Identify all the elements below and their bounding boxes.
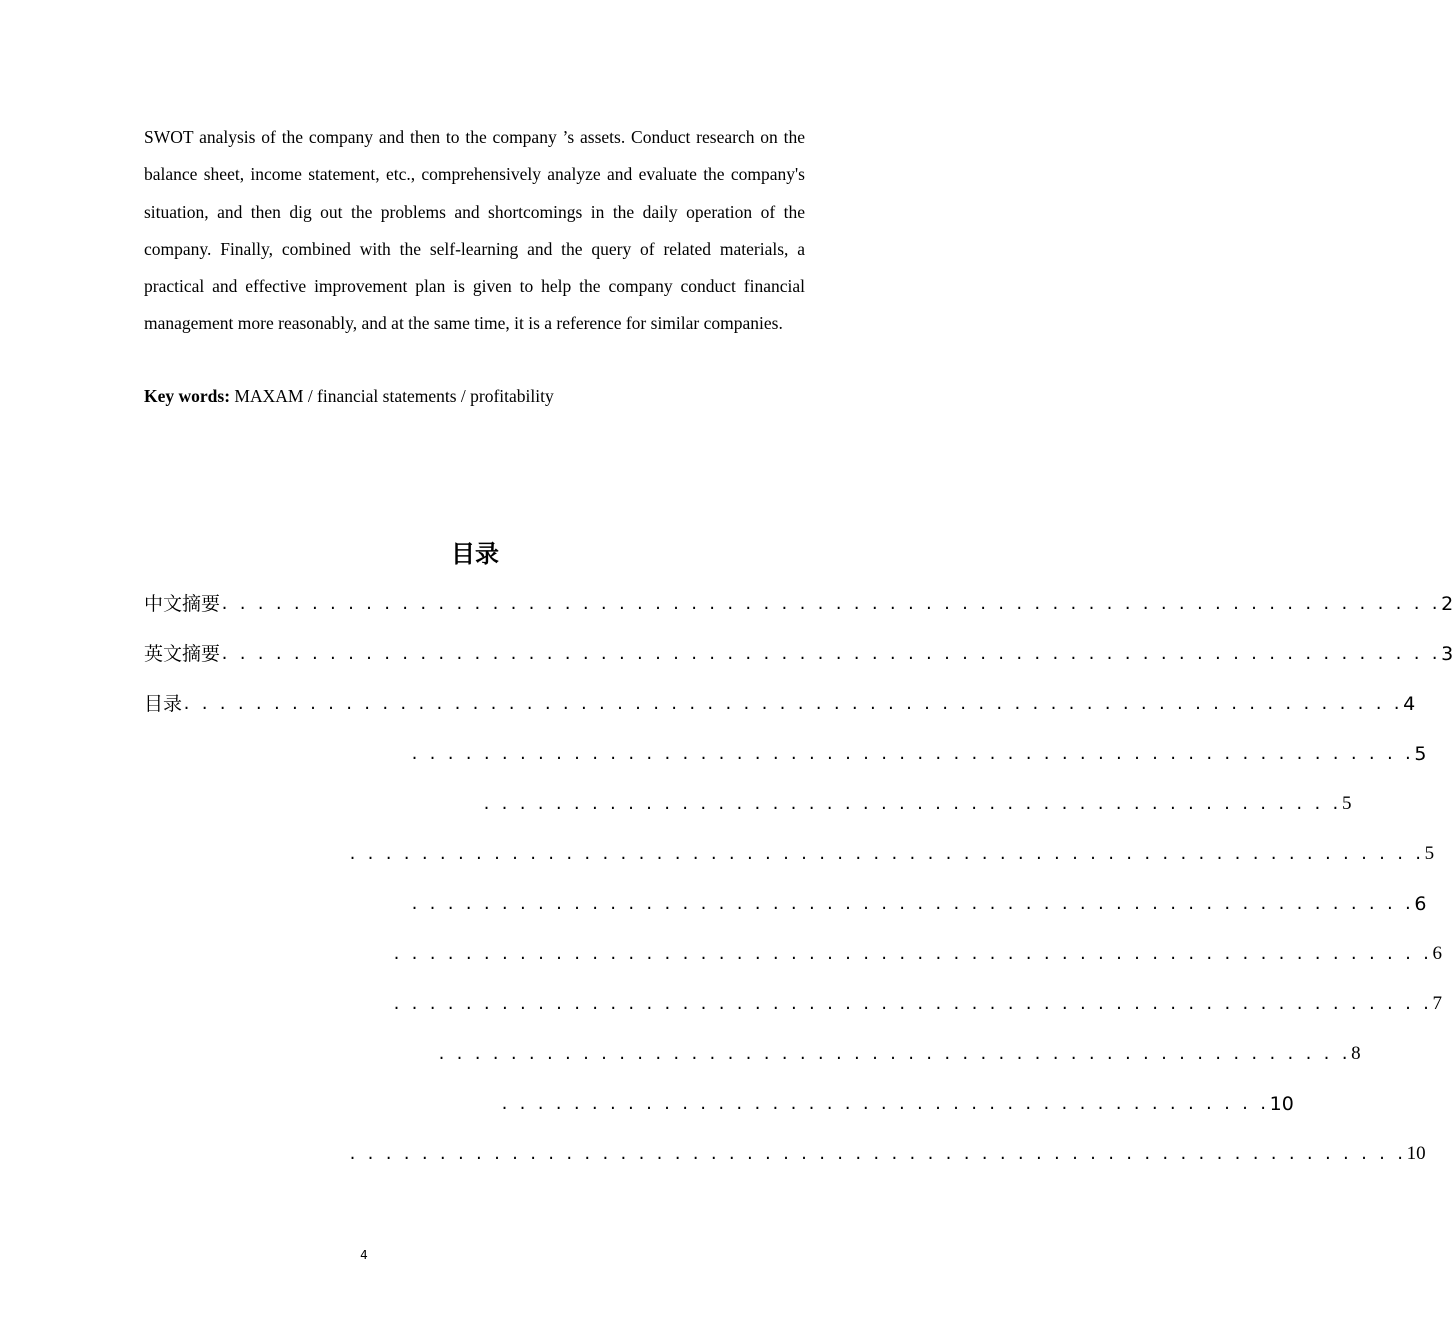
toc-entry-label: 目录 <box>144 693 183 715</box>
toc-entry-leader: . . . . . . . . . . . . . . . . . . . . . . . . . . . . . . . . . . . . . . . . . . . . . . . . . . . . . . . . . . . . . . . . . . . . <box>182 695 1402 713</box>
toc-entry-leader: . . . . . . . . . . . . . . . . . . . . . . . . . . . . . . . . . . . . . . . . . . . . . . . . . . . <box>437 1045 1350 1063</box>
toc-entry-item-6[interactable] <box>348 837 1435 867</box>
toc-entry-page: 5 <box>1424 843 1435 864</box>
toc-entry-leader: . . . . . . . . . . . . . . . . . . . . . . . . . . . . . . . . . . . . . . . . . . . . . . . . . . . . . . . . . . . <box>348 1145 1405 1163</box>
toc-entry-leader: . . . . . . . . . . . . . . . . . . . . . . . . . . . . . . . . . . . . . . . . . . . . . . . . . . . . . . . . . . . . . . . . . . . . <box>220 595 1440 613</box>
keywords-line <box>144 381 805 411</box>
toc-entry-contents[interactable] <box>144 687 1416 717</box>
toc-entry-page: 10 <box>1406 1143 1426 1164</box>
toc-entry-label: 英文摘要 <box>144 643 221 665</box>
toc-entry-leader: . . . . . . . . . . . . . . . . . . . . . . . . . . . . . . . . . . . . . . . . . . . . . . . . <box>482 795 1340 813</box>
toc-entry-english-abstract[interactable] <box>144 637 1453 667</box>
toc-entry-page: 2 <box>1441 593 1453 615</box>
page-number: 4 <box>360 1248 368 1262</box>
toc-entry-item-11[interactable] <box>500 1087 1294 1117</box>
toc-entry-item-9[interactable] <box>392 987 1443 1017</box>
toc-entry-leader: . . . . . . . . . . . . . . . . . . . . . . . . . . . . . . . . . . . . . . . . . . . . . . . . . . . . . . . . . . <box>392 945 1431 963</box>
keywords-label: Key words: <box>144 386 231 406</box>
toc-title: 目录 <box>451 540 499 568</box>
toc-entry-item-8[interactable] <box>392 937 1443 967</box>
toc-entry-item-5[interactable] <box>482 787 1352 817</box>
toc-entry-page: 6 <box>1414 893 1427 915</box>
toc-entry-page: 7 <box>1432 993 1443 1014</box>
toc-entry-page: 4 <box>1403 693 1416 715</box>
toc-entry-label: 中文摘要 <box>144 593 221 615</box>
toc-entry-page: 5 <box>1341 793 1352 814</box>
toc-entry-page: 6 <box>1432 943 1443 964</box>
abstract-paragraph: SWOT analysis of the company and then to the company ’s assets. Conduct research on the balance sheet, income statement, etc., comprehensively analyze and evaluate the company's situation, and then dig out the problems and shortcomings in the daily operation of the company. Finally, combined with the self-learning and the query of related materials, a practical and effective improvement plan is given to help the company conduct financial management more reasonably, and at the same time, it is a reference for similar companies. <box>144 127 805 334</box>
toc-entry-leader: . . . . . . . . . . . . . . . . . . . . . . . . . . . . . . . . . . . . . . . . . . . . . . . . . . . . . . . . . . <box>392 995 1431 1013</box>
toc-entry-item-10[interactable] <box>437 1037 1361 1067</box>
toc-entry-leader: . . . . . . . . . . . . . . . . . . . . . . . . . . . . . . . . . . . . . . . . . . . <box>500 1095 1268 1113</box>
keywords-text: MAXAM / financial statements / profitability <box>234 386 554 406</box>
toc-entry-leader: . . . . . . . . . . . . . . . . . . . . . . . . . . . . . . . . . . . . . . . . . . . . . . . . . . . . . . . . . . . . . . . . . . . . <box>220 645 1440 663</box>
toc-entry-leader: . . . . . . . . . . . . . . . . . . . . . . . . . . . . . . . . . . . . . . . . . . . . . . . . . . . . . . . . <box>410 895 1413 913</box>
toc-entry-leader: . . . . . . . . . . . . . . . . . . . . . . . . . . . . . . . . . . . . . . . . . . . . . . . . . . . . . . . . <box>410 745 1413 763</box>
toc-entry-item-7[interactable] <box>410 887 1427 917</box>
toc-entry-page: 3 <box>1441 643 1453 665</box>
toc-entry-page: 10 <box>1269 1093 1294 1115</box>
toc-entry-item-4[interactable] <box>410 737 1427 767</box>
toc-entry-page: 5 <box>1414 743 1427 765</box>
toc-entry-page: 8 <box>1351 1043 1361 1064</box>
toc-entry-chinese-abstract[interactable] <box>144 587 1453 617</box>
toc-entry-item-12[interactable] <box>348 1137 1426 1167</box>
toc-entry-leader: . . . . . . . . . . . . . . . . . . . . . . . . . . . . . . . . . . . . . . . . . . . . . . . . . . . . . . . . . . . . <box>348 845 1423 863</box>
